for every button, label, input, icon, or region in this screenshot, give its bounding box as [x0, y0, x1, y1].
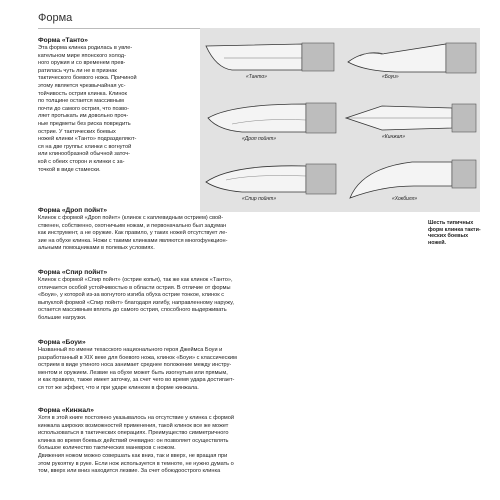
blade-label: «Танто» — [246, 74, 267, 80]
text-line: как инструмент, а не оружие. Как правило, у таких ножей отсутствует ле- — [38, 230, 228, 237]
text-line: использоваться в тактических операциях. Преимущество симметричного — [38, 430, 229, 437]
section-spear-point — [38, 268, 478, 323]
text-line: Движения ножом можно совершать как вниз, так и вверх, не вращая при — [38, 452, 228, 459]
section-bowie — [38, 338, 478, 393]
text-line: ментом и оружием. Лезвие на обухе может быть изогнутым или прямым, — [38, 369, 228, 376]
text-line: или клинообразной обычной заточ- — [38, 151, 131, 158]
text-line: Клинок с формой «Спир пойнт» (острие копья), так же как клинок «Танто», — [38, 277, 233, 283]
section-tanto — [38, 36, 198, 174]
text-line: отличается особой устойчивостью в области острия. В отличие от формы — [38, 284, 231, 291]
text-line: «Боуи», у которой из-за вогнутого изгиба обуха острие тонкое, клинок с — [38, 292, 225, 299]
blade-label: «Дроп пойнт» — [242, 136, 277, 142]
caption-line: форм клинка такти- — [428, 226, 481, 233]
section-drop-point — [38, 206, 478, 253]
text-line: ственен, собственно, охотничьим ножам, и первоначально был задуман — [38, 222, 227, 229]
section-title: Форма «Спир пойнт» — [38, 269, 108, 276]
text-line: разработанный в XIX веке для боевого ножа, клинок «Боуи» с классическим — [38, 354, 237, 361]
text-line: кинжала широких возможностей применения, такой клинок все же может — [38, 422, 229, 429]
blade-label: «Кинжал» — [382, 134, 406, 140]
caption-line: ческих боевых ножей. — [428, 233, 469, 246]
text-line: точкой в виде стамески. — [38, 166, 101, 173]
paragraph-tanto — [38, 45, 198, 174]
blade-bowie — [342, 30, 480, 90]
knife-figure — [200, 28, 480, 212]
section-title: Форма «Кинжал» — [38, 407, 94, 414]
blade-dagger — [342, 90, 480, 150]
text-line: этом рукоятку в руке. Если нож используется в темноте, не нужно думать о — [38, 460, 234, 467]
text-line: Названный по имени техасского национального героя Джеймса Боуи и — [38, 347, 223, 353]
text-line: ся тот же эффект, что и при ударе клинком в форме кинжала. — [38, 384, 199, 391]
text-line: тактического боевого ножа. Причиной — [38, 75, 137, 82]
blade-label: «Спир пойнт» — [242, 196, 277, 202]
blade-spear-point — [202, 150, 340, 210]
text-line: ные предметы без риска повредить — [38, 120, 131, 127]
text-line: этому является чрезвычайная ус- — [38, 82, 126, 89]
section-title: Форма «Дроп пойнт» — [38, 207, 108, 214]
section-title: Форма «Танто» — [38, 37, 88, 44]
text-line: острием в виде утиного носа занимает среднее положение между инстру- — [38, 362, 232, 369]
text-line: клинка во время боевых действий очевидно: он позволяет осуществлять — [38, 437, 229, 444]
blade-hawkbill — [342, 150, 480, 210]
blade-tanto — [202, 30, 340, 90]
text-line: ляет протыкать им довольно проч- — [38, 113, 129, 120]
text-line: Хотя в этой книге постоянно указывалось на отсутствие у клинка с формой — [38, 415, 235, 421]
page-title: Форма — [38, 12, 73, 24]
caption-line: Шесть типичных — [428, 220, 474, 226]
text-line: Эта форма клинка родилась в увле- — [38, 45, 133, 51]
text-line: кательном мире японского холод- — [38, 52, 126, 59]
text-line: Клинок с формой «Дроп пойнт» (клинок с каплевидным острием) свой- — [38, 215, 224, 221]
text-line: ратилась чуть ли не в признак — [38, 67, 117, 74]
text-line: большое количество тактических маневров с ножом. — [38, 445, 176, 452]
text-line: ножей клинки «Танто» подразделяют- — [38, 136, 137, 143]
text-line: том, вверх или вниз находится лезвие. За счет обоюдоострого клинка — [38, 468, 221, 475]
blade-label: «Боуи» — [382, 74, 399, 80]
text-line: ного оружия и со временем прев- — [38, 60, 126, 67]
section-title: Форма «Боуи» — [38, 339, 86, 346]
text-line: кой с обеих сторон и клинки с за- — [38, 158, 125, 165]
text-line: и как правило, также имеет заточку, за счет чего во время удара достигает- — [38, 377, 235, 384]
text-line: почти до самого острия, что позво- — [38, 105, 129, 112]
blade-label: «Хокбилл» — [392, 196, 418, 202]
text-line: ся на две группы: клинки с вогнутой — [38, 143, 132, 150]
blade-drop-point — [202, 90, 340, 150]
text-line: остается массивным вплоть до самого острия, способного выдерживать — [38, 307, 227, 314]
dagger-blade-icon — [342, 90, 480, 150]
text-line: большие нагрузки. — [38, 314, 87, 321]
text-line: острие. У тактических боевых — [38, 128, 116, 135]
text-line: выпуклой формой «Спир пойнт» благодаря изгибу, направленному наружу, — [38, 299, 234, 306]
tanto-blade-icon — [202, 30, 340, 90]
section-dagger — [38, 406, 478, 476]
text-line: зие на обухе клинка. Ножи с такими клинками являются многофункцион- — [38, 237, 228, 244]
text-line: тойчивость острия клинка. Клинок — [38, 90, 127, 97]
text-line: альными помощниками в полевых условиях. — [38, 245, 155, 252]
bowie-blade-icon — [342, 30, 480, 90]
text-line: по толщине остается массивным — [38, 98, 124, 105]
